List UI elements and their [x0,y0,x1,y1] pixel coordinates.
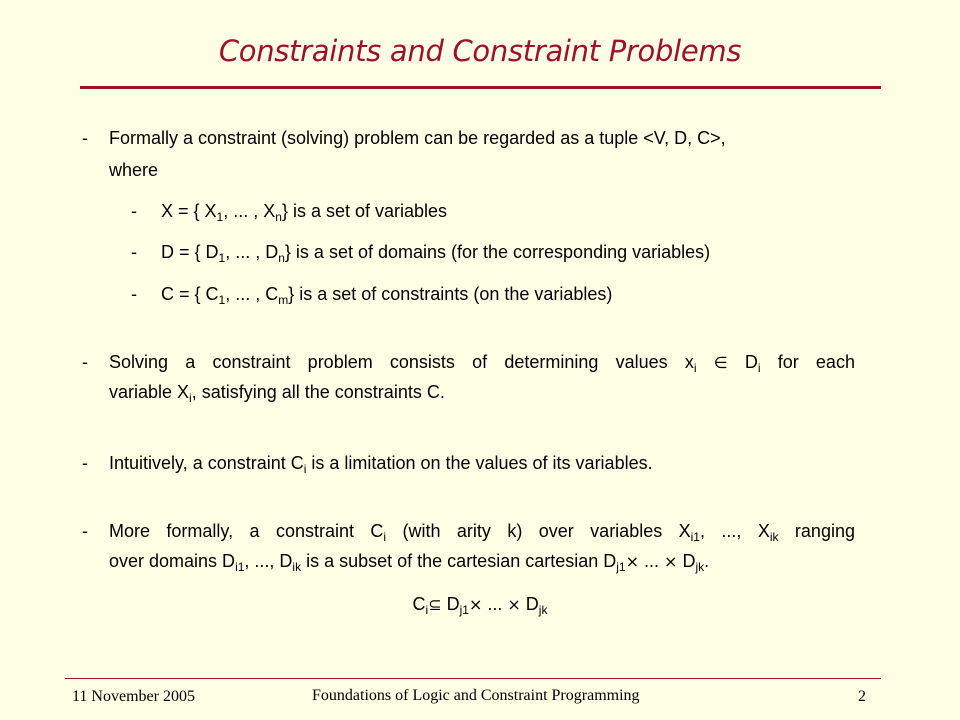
sub-bullet-dash: - [131,284,137,304]
subset-formula: $C_i⊆$ $D_{j1}\times$ ... × $D_{jk}$ [412,594,548,617]
footer-divider [65,678,881,679]
sub-bullet-domains: D = { $D_1$, ... , $D_n$} is a set of domains (for the corresponding variables) [161,242,711,265]
bullet-1-line-2: where [109,160,159,180]
footer-date: 11 November 2005 [72,688,195,705]
sub-bullet-dash: - [131,242,137,262]
sub-bullet-variables: X = { $X_1$, ... , $X_n$} is a set of variables [161,201,448,224]
bullet-dash: - [82,128,88,148]
slide-title: Constraints and Constraint Problems [218,34,742,68]
bullet-3-line-1: Intuitively, a constraint $C_i$ is a limitation on the values of its variables. [109,453,653,476]
bullet-dash: - [82,453,88,473]
footer-course: Foundations of Logic and Constraint Programming [312,687,640,704]
bullet-4-line-1: More formally, a constraint $C_i$ (with arity k) over variables $X_{i1}$, ..., $X_{ik}$ ranging [109,521,855,544]
bullet-dash: - [82,352,88,372]
sub-bullet-constraints: C = { $C_1$, ... , $C_m$} is a set of constraints (on the variables) [161,284,613,307]
bullet-2-line-1: Solving a constraint problem consists of determining values $x_i$ ∈ $D_i$ for each [109,352,855,375]
footer-page-number: 2 [858,688,866,705]
sub-bullet-dash: - [131,201,137,221]
bullet-4-line-2: over domains $D_{i1}$, ..., $D_{ik}$ is a subset of the cartesian cartesian $D_{j1}\times$ ... × $D_{jk}$. [109,551,710,574]
bullet-dash: - [82,521,88,541]
bullet-1-line-1: Formally a constraint (solving) problem can be regarded as a tuple <V, D, C>, [109,128,726,148]
bullet-2-line-2: variable $X_i$, satisfying all the constraints C. [109,382,445,405]
title-divider [80,86,881,89]
